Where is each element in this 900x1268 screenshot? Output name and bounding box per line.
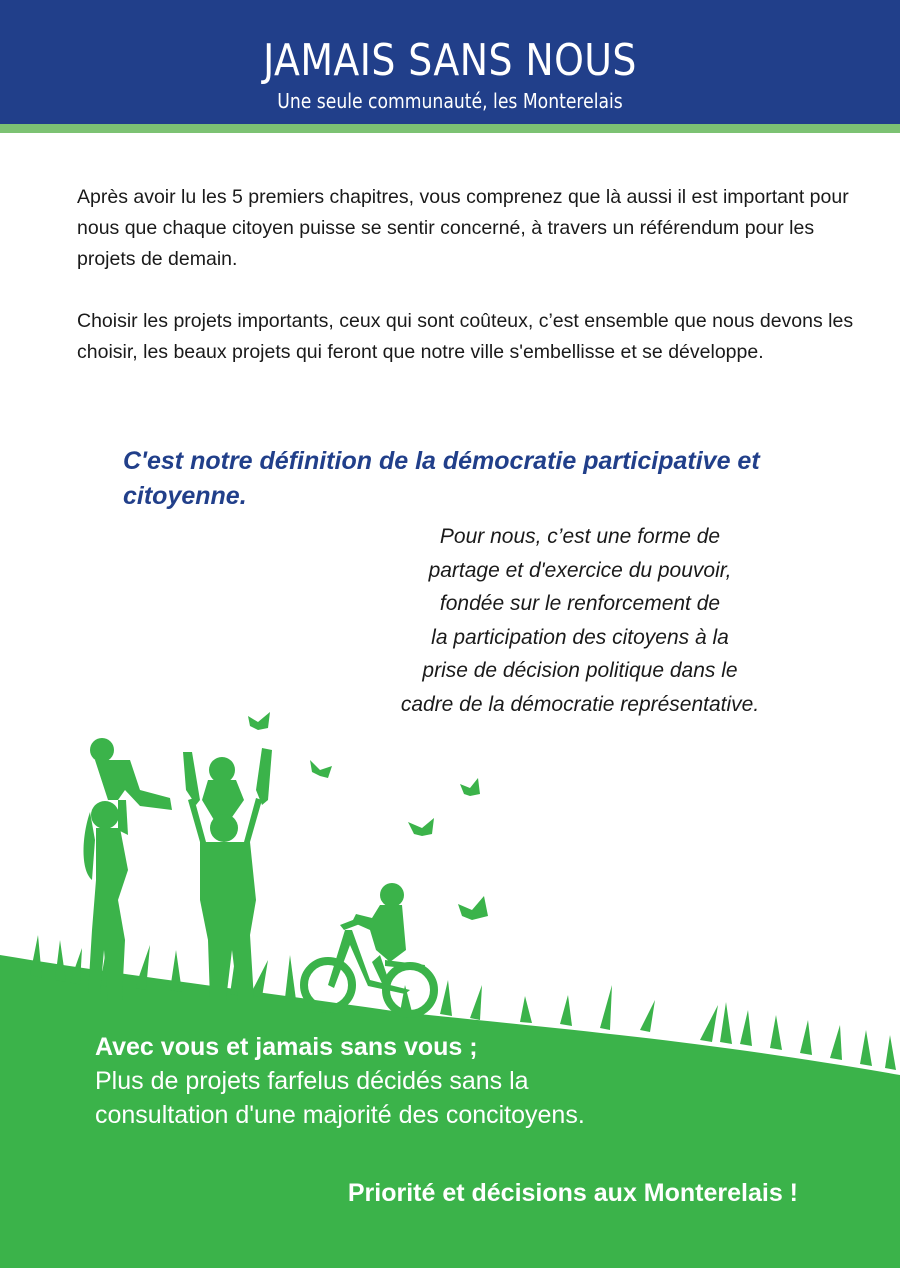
butterfly-icon: [458, 896, 488, 920]
closing-line: Plus de projets farfelus décidés sans la: [95, 1067, 529, 1095]
quote-line: fondée sur le renforcement de: [439, 592, 721, 616]
header-banner: [0, 0, 900, 124]
intro-paragraph-1: Après avoir lu les 5 premiers chapitres, vous comprenez que là aussi il est important pour nous que chaque citoyen puisse se sentir concerné, à travers un référendum pour les projets de demain.: [77, 186, 849, 270]
closing-statement: [95, 1030, 855, 1132]
quote-line: cadre de la démocratie représentative.: [400, 692, 760, 716]
butterfly-icon: [460, 778, 480, 796]
family-silhouette-icon: [84, 738, 273, 1000]
quote-line: la participation des citoyens à la: [431, 625, 729, 649]
child-on-bicycle-icon: [304, 883, 434, 1014]
quote-line: partage et d'exercice du pouvoir,: [428, 558, 732, 582]
quote-line: Pour nous, c’est une forme de: [439, 525, 721, 548]
intro-paragraph-2: Choisir les projets importants, ceux qui sont coûteux, c’est ensemble que nous devons les choisir, les beaux projets qui feront que notre ville s'embellisse et se développe.: [77, 310, 854, 363]
closing-lead: Avec vous et jamais sans vous ;: [95, 1033, 478, 1061]
butterfly-icon: [408, 818, 434, 836]
header-divider: [0, 124, 900, 133]
butterfly-icon: [310, 760, 332, 778]
butterfly-icon: [248, 712, 270, 730]
definition-heading: C'est notre définition de la démocratie participative et citoyenne.: [123, 447, 760, 510]
page-title: JAMAIS SANS NOUS: [263, 35, 637, 86]
quote-line: prise de décision politique dans le: [422, 659, 738, 683]
tagline: Priorité et décisions aux Monterelais !: [347, 1179, 798, 1207]
page-subtitle: Une seule communauté, les Monterelais: [277, 89, 623, 113]
closing-line: consultation d'une majorité des concitoyens.: [95, 1101, 585, 1129]
